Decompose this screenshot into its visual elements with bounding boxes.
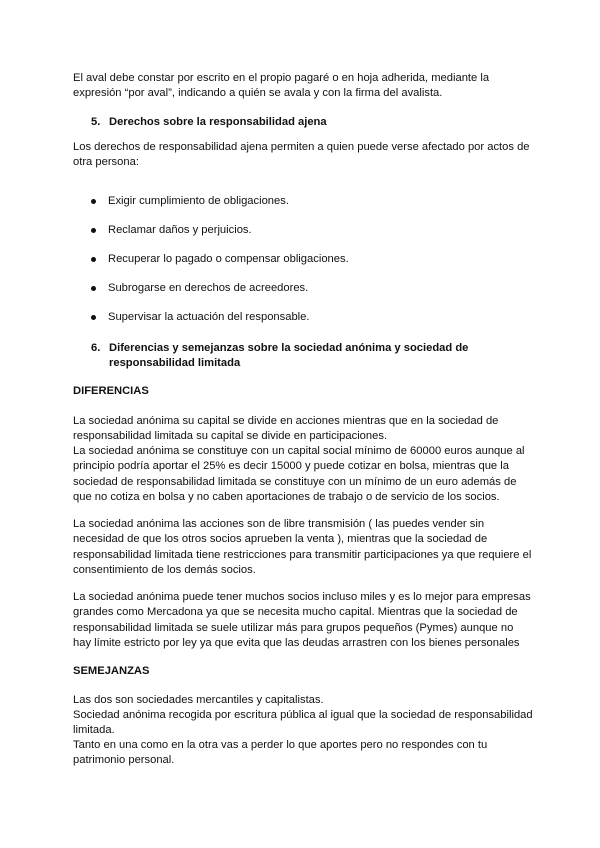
bullet-dot [91, 310, 96, 325]
section-6-title: Diferencias y semejanzas sobre la sociedad anónima y sociedad de responsabilidad limitada [109, 342, 469, 370]
section-5-number: 5. [91, 116, 101, 128]
diferencias-paragraph-1: La sociedad anónima su capital se divide en acciones mientras que en la sociedad de responsabilidad limitada su capital se divide en participaciones. [73, 415, 499, 443]
section-5-intro: Los derechos de responsabilidad ajena permiten a quien puede verse afectado por actos de otra persona: [73, 141, 530, 169]
diferencias-paragraph-2: La sociedad anónima se constituye con un capital social mínimo de 60000 euros aunque al principio podría aportar el 25% es decir 15000 y puede cotizar en bolsa, mientras que la sociedad de responsabilidad limitada se constituye con un mínimo de un euro además de que no cotiza en bolsa y no caben aportaciones de trabajo o de servicio de los socios. [73, 445, 525, 503]
intro-aval-paragraph: El aval debe constar por escrito en el propio pagaré o en hoja adherida, mediante la expresión “por aval”, indicando a quién se avala y con la firma del avalista. [73, 72, 490, 100]
bullet-dot [91, 223, 96, 238]
section-6-number: 6. [91, 342, 101, 354]
bullet-dot [91, 281, 96, 296]
diferencias-heading: DIFERENCIAS [73, 385, 149, 397]
bullet-item: Subrogarse en derechos de acreedores. [108, 282, 309, 294]
section-5-title: Derechos sobre la responsabilidad ajena [109, 116, 327, 128]
diferencias-paragraph-3: La sociedad anónima las acciones son de libre transmisión ( las puedes vender sin necesidad de que los otros socios aprueben la venta ), mientras que la sociedad de responsabilidad limitada tiene restricciones para transmitir participaciones ya que requiere el consentimiento de los demás socios. [73, 518, 532, 576]
semejanzas-paragraph-2: Sociedad anónima recogida por escritura pública al igual que la sociedad de responsabilidad limitada. [73, 709, 533, 737]
bullet-dot [91, 252, 96, 267]
semejanzas-heading: SEMEJANZAS [73, 665, 150, 677]
diferencias-paragraph-4: La sociedad anónima puede tener muchos socios incluso miles y es lo mejor para empresas grandes como Mercadona ya que se necesita mucho capital. Mientras que la sociedad de responsabilidad limitada se suele utilizar más para grupos pequeños (Pymes) aunque no hay límite estricto por ley ya que evita que las deudas arrastren con los bienes personales [73, 591, 531, 649]
bullet-dot [91, 194, 96, 209]
semejanzas-paragraph-1: Las dos son sociedades mercantiles y capitalistas. [73, 694, 324, 706]
bullet-item: Reclamar daños y perjuicios. [108, 224, 252, 236]
bullet-item: Exigir cumplimiento de obligaciones. [108, 195, 289, 207]
bullet-item: Recuperar lo pagado o compensar obligaciones. [108, 253, 349, 265]
semejanzas-paragraph-3: Tanto en una como en la otra vas a perder lo que aportes pero no respondes con tu patrimonio personal. [73, 739, 488, 767]
bullet-item: Supervisar la actuación del responsable. [108, 311, 310, 323]
